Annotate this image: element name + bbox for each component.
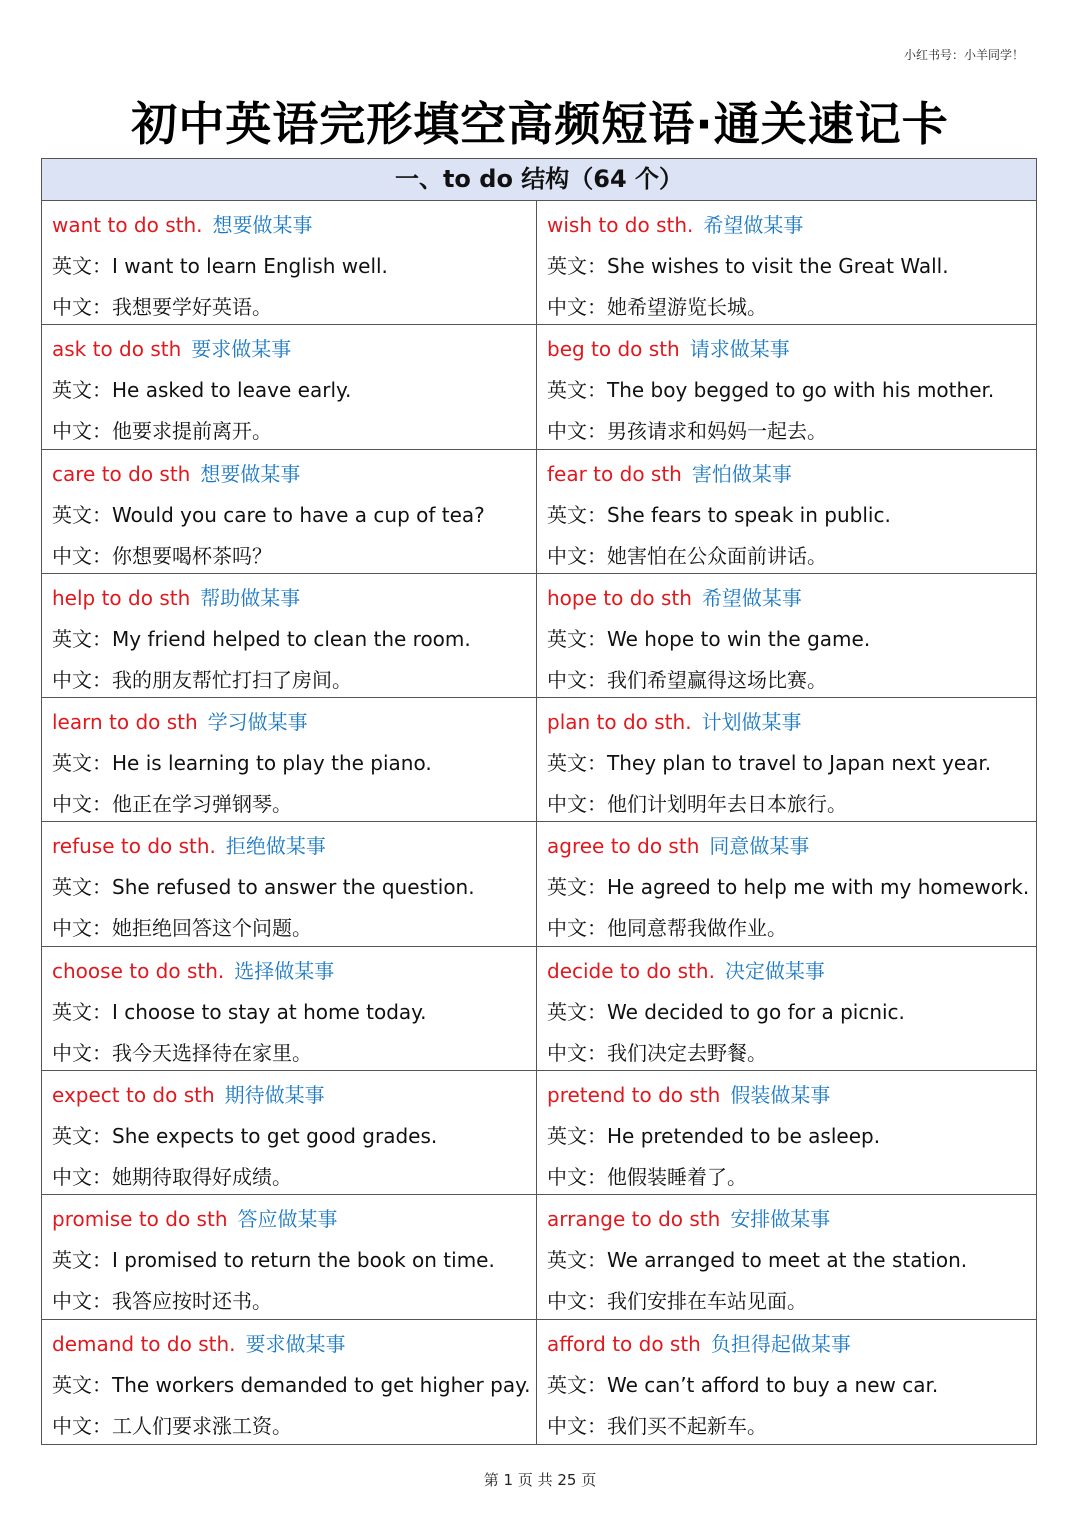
chinese-example [547,786,1036,827]
english-sentence: We arranged to meet at the station. [607,1248,968,1273]
chinese-example [547,910,1036,951]
english-example [547,745,1036,786]
phrase: ask to do sth [52,337,182,362]
chinese-example [547,1035,1036,1076]
chinese-example [52,1408,536,1449]
chinese-label: 中文： [547,543,607,568]
phrase: learn to do sth [52,710,198,735]
english-sentence: I choose to stay at home today. [112,999,427,1024]
english-sentence: We can’t afford to buy a new car. [607,1372,939,1397]
chinese-example [52,538,536,579]
phrase-card [537,698,1036,821]
english-example [547,621,1036,662]
phrase-heading [547,704,1036,745]
phrase-heading [547,456,1036,497]
phrase-meaning: 计划做某事 [701,710,802,735]
english-label: 英文： [52,751,112,776]
english-label: 英文： [547,999,607,1024]
english-sentence: My friend helped to clean the room. [112,626,471,651]
chinese-sentence: 我今天选择待在家里。 [112,1040,312,1065]
phrase-heading [52,704,536,745]
phrase: choose to do sth. [52,958,225,983]
english-sentence: They plan to travel to Japan next year. [607,751,992,776]
phrase-heading [547,1201,1036,1242]
phrase-heading [52,580,536,621]
chinese-example [52,1283,536,1324]
chinese-label: 中文： [52,295,112,319]
chinese-sentence: 我们希望赢得这场比赛。 [607,667,827,692]
english-sentence: She wishes to visit the Great Wall. [607,254,949,278]
phrase-meaning: 答应做某事 [237,1207,338,1232]
english-label: 英文： [52,875,112,900]
table-row [42,201,1036,325]
chinese-label: 中文： [52,1165,112,1190]
phrase: beg to do sth [547,337,680,362]
english-sentence: I want to learn English well. [112,254,388,278]
chinese-example [52,662,536,703]
phrase-meaning: 想要做某事 [200,461,301,486]
english-label: 英文： [52,1372,112,1397]
chinese-label: 中文： [547,792,607,817]
phrase-heading [547,580,1036,621]
chinese-sentence: 我们买不起新车。 [607,1413,767,1438]
english-example [547,248,1036,289]
table-row [42,947,1036,1071]
chinese-label: 中文： [547,1413,607,1438]
english-example [52,1242,536,1283]
chinese-example [52,413,536,454]
phrase-heading [52,1326,536,1367]
section-header: 一、to do 结构（64 个） [42,159,1036,201]
phrase-card [537,947,1036,1070]
chinese-sentence: 我想要学好英语。 [112,295,272,319]
phrase-card [42,1195,537,1318]
phrase: promise to do sth [52,1207,228,1232]
english-example [547,1242,1036,1283]
phrase: arrange to do sth [547,1207,721,1232]
phrase-meaning: 负担得起做某事 [710,1331,851,1356]
chinese-label: 中文： [547,419,607,444]
english-example [52,372,536,413]
english-label: 英文： [52,502,112,527]
english-label: 英文： [52,626,112,651]
phrase-heading [52,456,536,497]
page-title: 初中英语完形填空高频短语·通关速记卡 [131,97,949,151]
phrase-meaning: 请求做某事 [689,337,790,362]
table-row [42,698,1036,822]
chinese-label: 中文： [52,667,112,692]
watermark-text: 小红书号：小羊同学！ [903,48,1024,62]
phrase: demand to do sth. [52,1331,236,1356]
chinese-sentence: 你想要喝杯茶吗？ [112,543,272,568]
chinese-label: 中文： [52,916,112,941]
chinese-example [547,1408,1036,1449]
phrase-card [42,201,537,324]
phrase-meaning: 安排做某事 [730,1207,831,1232]
chinese-sentence: 他要求提前离开。 [112,419,272,444]
english-example [547,994,1036,1035]
chinese-sentence: 她期待取得好成绩。 [112,1165,292,1190]
phrase-meaning: 帮助做某事 [200,585,301,610]
phrase-meaning: 假装做某事 [730,1083,831,1108]
english-sentence: He pretended to be asleep. [607,1124,881,1149]
english-label: 英文： [547,254,607,278]
english-label: 英文： [547,1124,607,1149]
phrase-heading [52,953,536,994]
phrase-meaning: 要求做某事 [191,337,292,362]
english-example [52,869,536,910]
table-row [42,1071,1036,1195]
chinese-example [547,289,1036,330]
phrase-heading [52,1201,536,1242]
phrase-card [537,1071,1036,1194]
chinese-label: 中文： [547,667,607,692]
chinese-example [52,1159,536,1200]
chinese-example [52,1035,536,1076]
chinese-sentence: 男孩请求和妈妈一起去。 [607,419,827,444]
chinese-sentence: 他们计划明年去日本旅行。 [607,792,847,817]
english-example [547,869,1036,910]
english-label: 英文： [547,751,607,776]
english-example [547,1367,1036,1408]
phrase: afford to do sth [547,1331,701,1356]
phrase-heading [547,953,1036,994]
chinese-label: 中文： [547,916,607,941]
phrase-card [42,947,537,1070]
phrase-card [537,450,1036,573]
table-row [42,450,1036,574]
chinese-example [547,538,1036,579]
english-sentence: We hope to win the game. [607,626,871,651]
english-sentence: She fears to speak in public. [607,502,891,527]
phrase-meaning: 期待做某事 [224,1083,325,1108]
phrase-table [41,158,1037,1445]
chinese-label: 中文： [547,1289,607,1314]
chinese-example [547,1283,1036,1324]
phrase-heading [52,331,536,372]
table-row [42,822,1036,946]
chinese-sentence: 我的朋友帮忙打扫了房间。 [112,667,352,692]
phrase-meaning: 希望做某事 [703,213,804,237]
phrase-heading [547,1077,1036,1118]
phrase-heading [52,1077,536,1118]
phrase-heading [547,207,1036,248]
phrase-meaning: 要求做某事 [245,1331,346,1356]
english-label: 英文： [52,1248,112,1273]
phrase-meaning: 害怕做某事 [691,461,792,486]
phrase-heading [547,828,1036,869]
phrase-card [42,325,537,448]
phrase: expect to do sth [52,1083,215,1108]
phrase: refuse to do sth. [52,834,216,859]
english-label: 英文： [52,999,112,1024]
chinese-label: 中文： [52,1040,112,1065]
english-sentence: She refused to answer the question. [112,875,475,900]
chinese-label: 中文： [547,1165,607,1190]
english-sentence: Would you care to have a cup of tea? [112,502,485,527]
phrase: decide to do sth. [547,958,715,983]
chinese-sentence: 她害怕在公众面前讲话。 [607,543,827,568]
page-number: 第 1 页 共 25 页 [483,1471,597,1489]
phrase-card [537,325,1036,448]
phrase-heading [52,207,536,248]
english-sentence: He agreed to help me with my homework. [607,875,1030,900]
phrase-card [42,1071,537,1194]
chinese-sentence: 我们安排在车站见面。 [607,1289,807,1314]
chinese-example [547,413,1036,454]
english-sentence: He is learning to play the piano. [112,751,432,776]
phrase: want to do sth. [52,213,203,237]
english-example [547,1118,1036,1159]
table-row [42,1320,1036,1444]
phrase-card [42,698,537,821]
phrase-heading [52,828,536,869]
phrase-card [537,1320,1036,1444]
phrase-meaning: 拒绝做某事 [225,834,326,859]
chinese-example [52,786,536,827]
phrase-card [42,574,537,697]
chinese-sentence: 他假装睡着了。 [607,1165,747,1190]
chinese-label: 中文： [547,1040,607,1065]
english-example [52,497,536,538]
phrase-meaning: 希望做某事 [701,585,802,610]
english-label: 英文： [547,626,607,651]
english-label: 英文： [547,502,607,527]
english-label: 英文： [547,875,607,900]
phrase-meaning: 学习做某事 [207,710,308,735]
chinese-sentence: 他同意帮我做作业。 [607,916,787,941]
phrase-meaning: 想要做某事 [212,213,313,237]
phrase-card [537,201,1036,324]
english-example [547,497,1036,538]
english-example [547,372,1036,413]
phrase-meaning: 同意做某事 [709,834,810,859]
english-label: 英文： [52,378,112,403]
chinese-sentence: 我们决定去野餐。 [607,1040,767,1065]
chinese-sentence: 她拒绝回答这个问题。 [112,916,312,941]
phrase-card [537,574,1036,697]
english-sentence: She expects to get good grades. [112,1124,438,1149]
english-example [52,1118,536,1159]
chinese-label: 中文： [52,1289,112,1314]
phrase: help to do sth [52,585,191,610]
phrase: agree to do sth [547,834,700,859]
english-label: 英文： [52,254,112,278]
chinese-label: 中文： [52,419,112,444]
table-row [42,574,1036,698]
english-sentence: We decided to go for a picnic. [607,999,905,1024]
english-example [52,1367,536,1408]
phrase-card [42,822,537,945]
english-sentence: I promised to return the book on time. [112,1248,495,1273]
english-sentence: He asked to leave early. [112,378,352,403]
english-example [52,994,536,1035]
english-example [52,745,536,786]
phrase-meaning: 决定做某事 [724,958,825,983]
english-label: 英文： [547,1248,607,1273]
chinese-sentence: 我答应按时还书。 [112,1289,272,1314]
phrase-card [42,1320,537,1444]
chinese-label: 中文： [52,1413,112,1438]
chinese-sentence: 她希望游览长城。 [607,295,767,319]
chinese-example [547,1159,1036,1200]
english-sentence: The boy begged to go with his mother. [607,378,995,403]
phrase: pretend to do sth [547,1083,721,1108]
phrase: hope to do sth [547,585,692,610]
phrase-card [42,450,537,573]
chinese-label: 中文： [52,543,112,568]
table-row [42,325,1036,449]
phrase-heading [547,331,1036,372]
phrase-meaning: 选择做某事 [234,958,335,983]
phrase: plan to do sth. [547,710,692,735]
phrase-card [537,822,1036,945]
english-label: 英文： [52,1124,112,1149]
english-example [52,621,536,662]
english-label: 英文： [547,378,607,403]
english-label: 英文： [547,1372,607,1397]
chinese-example [52,289,536,330]
chinese-example [547,662,1036,703]
chinese-label: 中文： [547,295,607,319]
phrase: wish to do sth. [547,213,694,237]
phrase: fear to do sth [547,461,682,486]
table-body [42,201,1036,1444]
english-sentence: The workers demanded to get higher pay. [112,1372,531,1397]
english-example [52,248,536,289]
chinese-example [52,910,536,951]
chinese-label: 中文： [52,792,112,817]
phrase: care to do sth [52,461,191,486]
chinese-sentence: 他正在学习弹钢琴。 [112,792,292,817]
table-row [42,1195,1036,1319]
phrase-heading [547,1326,1036,1367]
phrase-card [537,1195,1036,1318]
chinese-sentence: 工人们要求涨工资。 [112,1413,292,1438]
